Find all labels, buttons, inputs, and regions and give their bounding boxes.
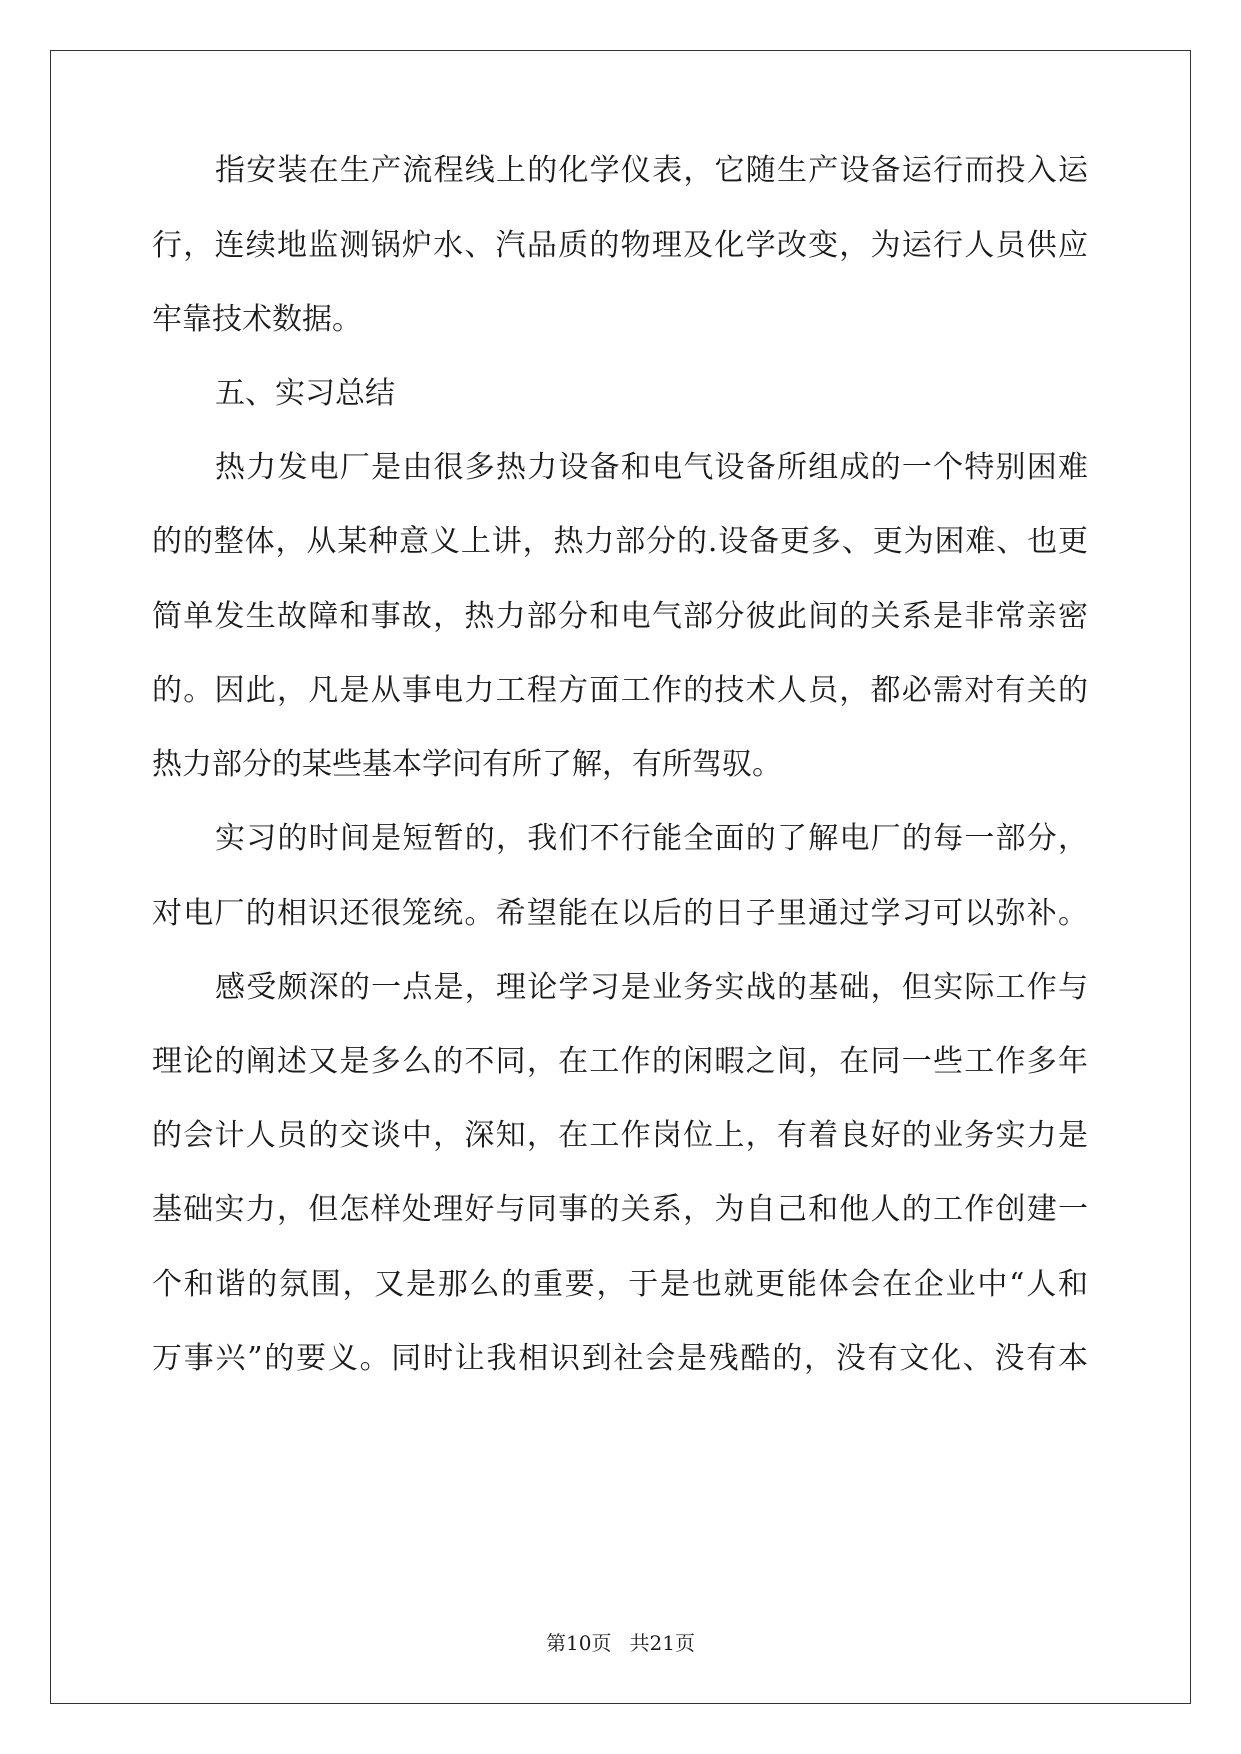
section-heading: 五、实习总结 — [215, 376, 395, 411]
text-line: 的。因此，凡是从事电力工程方面工作的技术人员，都必需对有关的 — [152, 673, 1088, 708]
text-line: 指安装在生产流程线上的化学仪表，它随生产设备运行而投入运 — [215, 153, 1088, 188]
text-line: 热力部分的某些基本学问有所了解，有所驾驭。 — [152, 747, 782, 782]
text-line: 对电厂的相识还很笼统。希望能在以后的日子里通过学习可以弥补。 — [152, 896, 1088, 931]
page-number: 第10页 — [546, 1631, 612, 1655]
text-line: 牢靠技术数据。 — [152, 302, 362, 337]
text-line: 感受颇深的一点是，理论学习是业务实战的基础，但实际工作与 — [215, 970, 1088, 1005]
text-line: 理论的阐述又是多么的不同，在工作的闲暇之间，在同一些工作多年 — [152, 1044, 1088, 1079]
text-line: 实习的时间是短暂的，我们不行能全面的了解电厂的每一部分， — [215, 821, 1088, 856]
text-line: 个和谐的氛围，又是那么的重要，于是也就更能体会在企业中“人和 — [152, 1267, 1088, 1302]
page-border — [50, 50, 1191, 1704]
text-line: 的的整体，从某种意义上讲，热力部分的.设备更多、更为困难、也更 — [152, 524, 1088, 559]
text-line: 基础实力，但怎样处理好与同事的关系，为自己和他人的工作创建一 — [152, 1192, 1088, 1227]
text-line: 的会计人员的交谈中，深知，在工作岗位上，有着良好的业务实力是 — [152, 1118, 1088, 1153]
page-footer — [0, 1630, 1241, 1656]
text-line: 万事兴”的要义。同时让我相识到社会是残酷的，没有文化、没有本 — [152, 1341, 1088, 1376]
text-line: 简单发生故障和事故，热力部分和电气部分彼此间的关系是非常亲密 — [152, 599, 1088, 634]
text-line: 行，连续地监测锅炉水、汽品质的物理及化学改变，为运行人员供应 — [152, 228, 1088, 263]
text-line: 热力发电厂是由很多热力设备和电气设备所组成的一个特别困难 — [215, 450, 1088, 485]
total-pages: 共21页 — [629, 1631, 695, 1655]
